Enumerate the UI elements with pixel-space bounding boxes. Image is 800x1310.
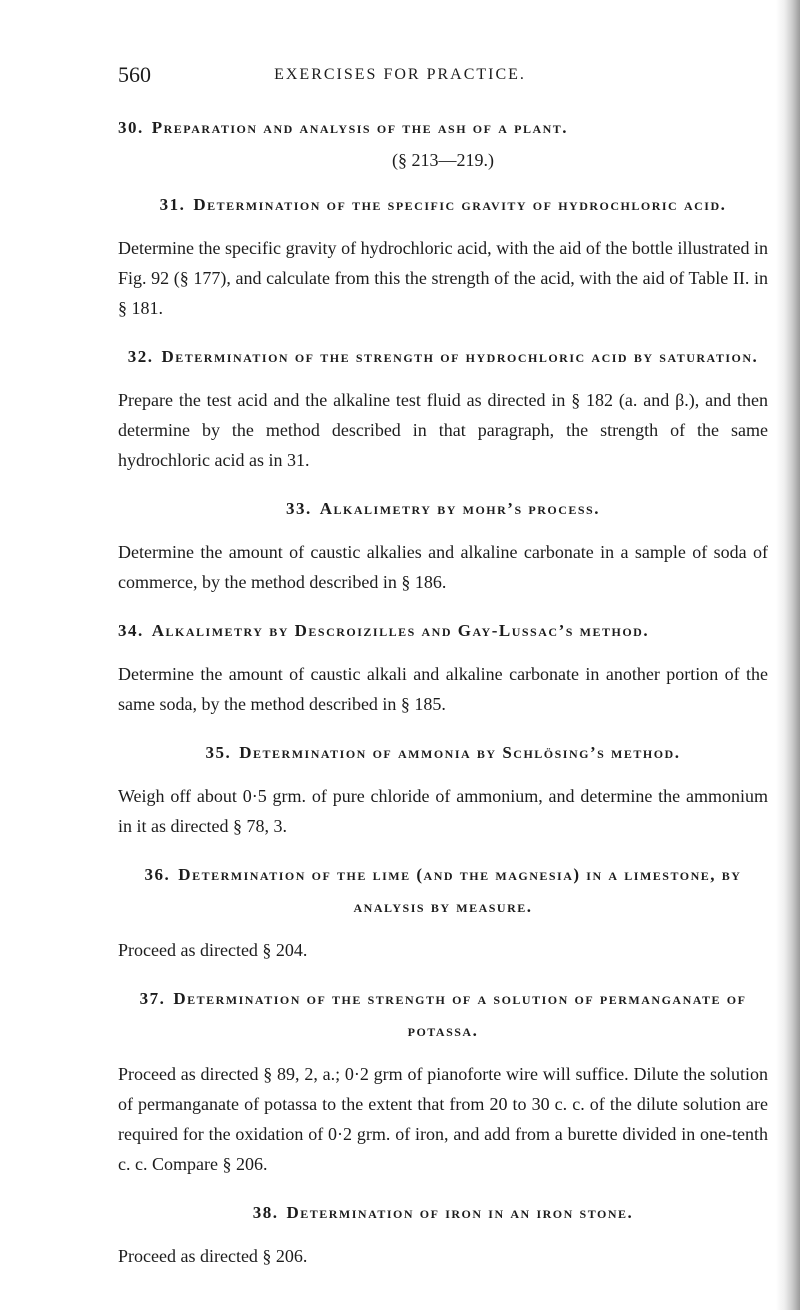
section-31-body: Determine the specific gravity of hydrochloric acid, with the aid of the bottle illustrated in Fig. 92 (§ 177), and calculate from this the strength of the acid, with the aid of Table II. in § 181. xyxy=(118,238,768,318)
section-35-heading xyxy=(118,737,768,769)
section-37-body: Proceed as directed § 89, 2, a.; 0·2 grm of pianoforte wire will suffice. Dilute the solution of permanganate of potassa to the extent that from 20 to 30 c. c. of the dilute solution are required for the oxidation of 0·2 grm. of iron, and add from a burette divided in one-tenth c. c. Compare § 206. xyxy=(118,1064,768,1174)
section-title: Determination of the specific gravity of hydrochloric acid. xyxy=(193,195,727,214)
section-36-body: Proceed as directed § 204. xyxy=(118,940,308,960)
page-header xyxy=(0,62,800,92)
section-title: Determination of the lime (and the magnesia) in a limestone, by analysis by measure. xyxy=(178,865,742,916)
section-30-reference: (§ 213—219.) xyxy=(392,150,494,170)
section-number: 33. xyxy=(286,499,312,518)
section-title: Alkalimetry by Descroizilles and Gay-Lussac’s method. xyxy=(151,621,650,640)
section-title: Determination of ammonia by Schlösing’s method. xyxy=(239,743,681,762)
section-title: Determination of the strength of a solution of permanganate of potassa. xyxy=(173,989,747,1040)
section-number: 37. xyxy=(139,989,166,1008)
section-38-body: Proceed as directed § 206. xyxy=(118,1246,308,1266)
section-number: 32. xyxy=(127,347,154,366)
section-34-body: Determine the amount of caustic alkali and alkaline carbonate in another portion of the same soda, by the method described in § 185. xyxy=(118,664,768,714)
section-32-heading xyxy=(118,341,768,373)
section-38-heading xyxy=(118,1197,768,1229)
section-31-heading xyxy=(118,189,768,221)
section-33-heading xyxy=(118,493,768,525)
section-number: 35. xyxy=(205,743,232,762)
section-number: 31. xyxy=(159,195,186,214)
section-30-heading xyxy=(118,112,768,144)
section-37-heading xyxy=(118,983,768,1047)
section-34-heading xyxy=(118,615,768,647)
section-title: Determination of iron in an iron stone. xyxy=(286,1203,634,1222)
page-edge-shadow xyxy=(776,0,800,1310)
section-35-body: Weigh off about 0·5 grm. of pure chloride of ammonium, and determine the ammonium in it as directed § 78, 3. xyxy=(118,786,768,836)
section-title: Preparation and analysis of the ash of a plant. xyxy=(151,118,569,137)
section-number: 36. xyxy=(144,865,171,884)
section-number: 38. xyxy=(252,1203,279,1222)
section-title: Determination of the strength of hydrochloric acid by saturation. xyxy=(161,347,759,366)
section-number: 34. xyxy=(118,621,144,640)
section-36-heading xyxy=(118,859,768,923)
section-title: Alkalimetry by mohr’s process. xyxy=(319,499,600,518)
section-32-body: Prepare the test acid and the alkaline test fluid as directed in § 182 (a. and β.), and then determine by the method described in that paragraph, the strength of the same hydrochloric acid as in 31. xyxy=(118,390,768,470)
page-number: 560 xyxy=(118,62,151,87)
page-content xyxy=(118,112,768,1271)
section-number: 30. xyxy=(118,118,144,137)
section-33-body: Determine the amount of caustic alkalies and alkaline carbonate in a sample of soda of commerce, by the method described in § 186. xyxy=(118,542,768,592)
running-head: EXERCISES FOR PRACTICE. xyxy=(274,66,526,83)
